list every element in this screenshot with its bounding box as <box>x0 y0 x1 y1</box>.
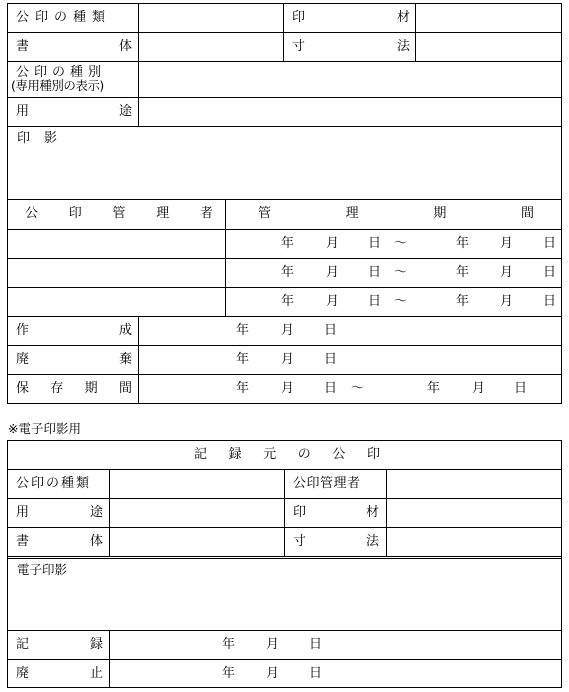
manager-field[interactable] <box>8 259 224 286</box>
year-label: 年 <box>456 265 470 280</box>
row-divider <box>7 126 562 127</box>
year-label: 年 <box>281 265 295 280</box>
usage-field[interactable] <box>140 98 561 125</box>
retention-label <box>16 382 132 395</box>
seal-kind-field[interactable] <box>140 4 282 31</box>
month-label: 月 <box>281 352 295 367</box>
impression-area[interactable] <box>8 148 561 198</box>
tilde: ～ <box>394 265 408 280</box>
row-divider <box>7 630 562 631</box>
column-divider <box>138 316 139 404</box>
year-label: 年 <box>222 666 236 681</box>
disposal-text: 廃棄 <box>16 352 132 367</box>
day-label: 日 <box>368 294 382 309</box>
day-label: 日 <box>324 352 338 367</box>
dimensions-text: 寸法 <box>293 534 379 549</box>
year-label: 年 <box>222 637 236 652</box>
seal-material-field[interactable] <box>388 499 561 526</box>
usage-field[interactable] <box>111 499 283 526</box>
usage-label <box>16 105 132 118</box>
seal-material-label <box>293 506 379 519</box>
seal-category-label: 公印の種別 <box>16 65 107 80</box>
dimensions-field[interactable] <box>388 528 561 555</box>
seal-material-label <box>292 11 410 24</box>
seal-category-sublabel: (専用種別の表示) <box>11 78 104 93</box>
year-label: 年 <box>427 381 441 396</box>
impression-label: 印影 <box>17 131 72 146</box>
seal-manager-header <box>24 207 214 220</box>
year-label: 年 <box>236 381 250 396</box>
month-label: 月 <box>500 294 514 309</box>
month-label: 月 <box>472 381 486 396</box>
typeface-label <box>16 535 103 548</box>
seal-category-field[interactable] <box>140 62 561 96</box>
source-seal-heading <box>194 448 380 461</box>
column-divider <box>284 469 285 557</box>
dimensions-label <box>293 535 379 548</box>
tilde: ～ <box>394 236 408 251</box>
e-impression-label: 電子印影 <box>17 562 68 577</box>
year-label: 年 <box>281 294 295 309</box>
row-divider <box>7 374 562 375</box>
dimensions-text: 寸法 <box>292 39 410 54</box>
typeface-text: 書体 <box>16 39 132 54</box>
month-label: 月 <box>500 265 514 280</box>
day-label: 日 <box>324 323 338 338</box>
month-label: 月 <box>281 381 295 396</box>
retention-text: 保存期間 <box>16 381 132 396</box>
recorded-text: 記録 <box>16 637 103 652</box>
seal-material-field[interactable] <box>417 4 561 31</box>
day-label: 日 <box>543 265 557 280</box>
seal-manager-text: 公印管理者 <box>25 206 213 221</box>
manager-field[interactable] <box>8 288 224 315</box>
created-label <box>16 324 132 337</box>
usage-text: 用途 <box>16 505 103 520</box>
row-divider <box>7 659 562 660</box>
column-divider <box>109 630 110 688</box>
typeface-text: 書体 <box>16 534 103 549</box>
day-label: 日 <box>368 265 382 280</box>
day-label: 日 <box>324 381 338 396</box>
typeface-label <box>16 40 132 53</box>
abolished-label <box>16 667 103 680</box>
column-divider <box>415 3 416 61</box>
typeface-field[interactable] <box>111 528 283 555</box>
year-label: 年 <box>456 294 470 309</box>
month-label: 月 <box>266 666 280 681</box>
day-label: 日 <box>514 381 528 396</box>
mgmt-period-text: 管理期間 <box>258 206 534 221</box>
abolished-text: 廃止 <box>16 666 103 681</box>
month-label: 月 <box>266 637 280 652</box>
seal-material-text: 印材 <box>292 10 410 25</box>
seal-kind-label: 公印の種類 <box>16 10 112 25</box>
year-label: 年 <box>281 236 295 251</box>
row-divider <box>7 558 562 559</box>
column-divider <box>283 3 284 61</box>
year-label: 年 <box>236 323 250 338</box>
month-label: 月 <box>281 323 295 338</box>
source-seal-heading-text: 記録元の公印 <box>194 447 380 462</box>
year-label: 年 <box>236 352 250 367</box>
seal-manager-field[interactable] <box>388 470 561 497</box>
day-label: 日 <box>543 236 557 251</box>
dimensions-field[interactable] <box>417 33 561 60</box>
row-divider <box>7 316 562 317</box>
day-label: 日 <box>368 236 382 251</box>
manager-field[interactable] <box>8 230 224 257</box>
month-label: 月 <box>500 236 514 251</box>
row-divider <box>7 345 562 346</box>
column-divider <box>138 3 139 126</box>
electronic-impression-note: ※電子印影用 <box>8 421 81 436</box>
column-divider <box>109 469 110 557</box>
month-label: 月 <box>326 236 340 251</box>
disposal-label <box>16 353 132 366</box>
seal-material-text: 印材 <box>293 505 379 520</box>
row-divider <box>7 199 562 200</box>
day-label: 日 <box>543 294 557 309</box>
column-divider <box>386 469 387 557</box>
dimensions-label <box>292 40 410 53</box>
usage-label <box>16 506 103 519</box>
seal-kind-label: 公印の種類 <box>16 476 92 491</box>
recorded-label <box>16 638 103 651</box>
day-label: 日 <box>309 666 323 681</box>
day-label: 日 <box>309 637 323 652</box>
seal-manager-label: 公印管理者 <box>293 476 361 491</box>
typeface-field[interactable] <box>140 33 282 60</box>
month-label: 月 <box>326 265 340 280</box>
seal-kind-field[interactable] <box>111 470 283 497</box>
e-impression-area[interactable] <box>8 580 561 629</box>
tilde: ～ <box>394 294 408 309</box>
year-label: 年 <box>456 236 470 251</box>
usage-text: 用途 <box>16 104 132 119</box>
tilde: ～ <box>351 381 365 396</box>
mgmt-period-header <box>258 207 534 220</box>
created-text: 作成 <box>16 323 132 338</box>
month-label: 月 <box>326 294 340 309</box>
column-divider <box>225 199 226 316</box>
